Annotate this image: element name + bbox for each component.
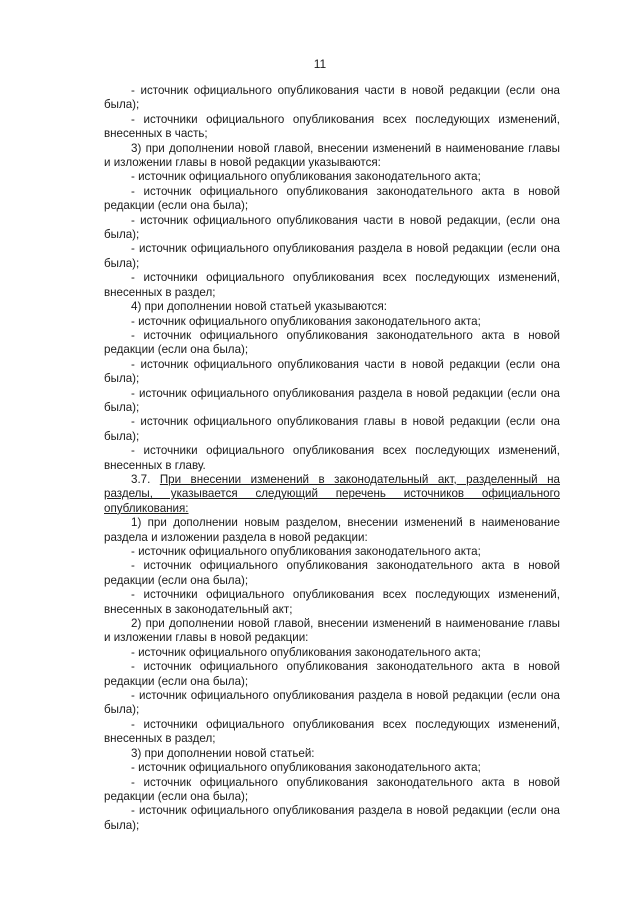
paragraph: - источник официального опубликования законодательного акта; — [131, 170, 481, 184]
paragraph: - источник официального опубликования законодательного акта в новой редакции (если она была); — [104, 328, 560, 357]
document-body — [104, 84, 560, 833]
section-number: 3.7. — [131, 472, 151, 486]
paragraph: - источник официального опубликования части в новой редакции (если она была); — [104, 84, 560, 112]
paragraph: - источник официального опубликования законодательного акта в новой редакции (если она была); — [104, 184, 560, 213]
paragraph: 1) при дополнении новым разделом, внесении изменений в наименование раздела и изложении раздела в новой редакции: — [104, 516, 560, 544]
paragraph: - источник официального опубликования раздела в новой редакции (если она была); — [104, 689, 560, 717]
paragraph: - источник официального опубликования главы в новой редакции (если она была); — [104, 415, 560, 443]
paragraph: - источник официального опубликования раздела в новой редакции (если она была); — [104, 242, 560, 270]
paragraph: - источники официального опубликования всех последующих изменений, внесенных в раздел; — [104, 717, 560, 746]
paragraph: - источник официального опубликования части в новой редакции, (если она была); — [104, 213, 560, 242]
paragraph: - источник официального опубликования законодательного акта; — [131, 545, 481, 558]
paragraph: - источник официального опубликования законодательного акта в новой редакции (если она была); — [104, 559, 560, 587]
section-underlined-text: При внесении изменений в законодательный акт, разделенный на разделы, указывается следующий перечень источников официального опубликования: — [104, 472, 560, 515]
paragraph: - источник официального опубликования законодательного акта в новой редакции (если она была); — [104, 660, 560, 688]
paragraph: - источники официального опубликования всех последующих изменений, внесенных в раздел; — [104, 271, 560, 299]
paragraph: 4) при дополнении новой статьей указываются: — [131, 300, 388, 314]
paragraph: 3) при дополнении новой статьей: — [131, 746, 315, 760]
paragraph: - источник официального опубликования законодательного акта в новой редакции (если она была); — [104, 775, 560, 803]
paragraph: - источник официального опубликования части в новой редакции (если она была); — [104, 357, 560, 386]
paragraph: - источник официального опубликования раздела в новой редакции (если она была); — [104, 804, 560, 832]
paragraph: - источники официального опубликования всех последующих изменений, внесенных в законодательный акт; — [104, 588, 560, 616]
paragraph: - источник официального опубликования законодательного акта; — [131, 645, 481, 659]
paragraph: - источник официального опубликования законодательного акта; — [131, 314, 481, 328]
paragraph: - источники официального опубликования всех последующих изменений, внесенных в главу. — [104, 444, 560, 472]
paragraph: - источники официального опубликования всех последующих изменений, внесенных в часть; — [104, 112, 560, 141]
paragraph: - источник официального опубликования законодательного акта; — [131, 761, 481, 775]
paragraph: 2) при дополнении новой главой, внесении изменений в наименование главы и изложении главы в новой редакции: — [104, 617, 560, 645]
page-number: 11 — [313, 57, 327, 71]
section-heading-3-7 — [104, 473, 560, 516]
paragraph: - источник официального опубликования раздела в новой редакции (если она была); — [104, 386, 560, 414]
paragraph: 3) при дополнении новой главой, внесении изменений в наименование главы и изложении главы в новой редакции указываются: — [104, 141, 560, 170]
